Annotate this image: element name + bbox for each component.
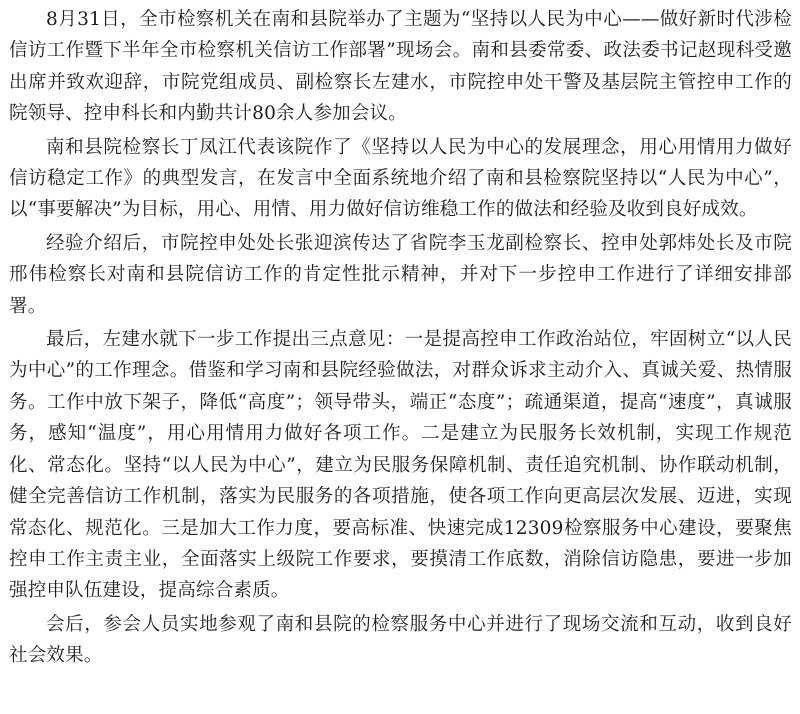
paragraph-closing: 会后，参会人员实地参观了南和县院的检察服务中心并进行了现场交流和互动，收到良好社会效果。 — [9, 613, 792, 667]
paragraph-three-opinions: 最后，左建水就下一步工作提出三点意见：一是提高控申工作政治站位，牢固树立“以人民为中心”的工作理念。借鉴和学习南和县院经验做法，对群众诉求主动介入、真诚关爱、热情服务。工作中放下架子，降低“高度”；领导带头，端正“态度”；疏通渠道，提高“速度”，真诚服务，感知“温度”，用心用情用力做好各项工作。二是建立为民服务长效机制，实现工作规范化、常态化。坚持“以人民为中心”，建立为民服务保障机制、责任追究机制、协作联动机制，健全完善信访工作机制，落实为民服务的各项措施，使各项工作向更高层次发展、迈进，实现常态化、规范化。三是加大工作力度，要高标准、快速完成12309检察服务中心建设，要聚焦控申工作主责主业，全面落实上级院工作要求，要摸清工作底数，消除信访隐患，要进一步加强控申队伍建设，提高综合素质。 — [9, 329, 792, 602]
paragraph-typical-speech: 南和县院检察长丁凤江代表该院作了《坚持以人民为中心的发展理念，用心用情用力做好信访稳定工作》的典型发言，在发言中全面系统地介绍了南和县检察院坚持以“人民为中心”，以“事要解决”为目标，用心、用情、用力做好信访维稳工作的做法和经验及收到良好成效。 — [9, 136, 792, 221]
paragraph-meeting-intro: 8月31日，全市检察机关在南和县院举办了主题为“坚持以人民为中心——做好新时代涉检信访工作暨下半年全市检察机关信访工作部署”现场会。南和县委常委、政法委书记赵现科受邀出席并致欢迎辞，市院党组成员、副检察长左建水，市院控申处干警及基层院主管控申工作的院领导、控申科长和内勤共计80余人参加会议。 — [9, 9, 792, 125]
paragraph-experience-relay: 经验介绍后，市院控申处处长张迎滨传达了省院李玉龙副检察长、控申处郭炜处长及市院邢伟检察长对南和县院信访工作的肯定性批示精神，并对下一步控申工作进行了详细安排部署。 — [9, 232, 792, 317]
